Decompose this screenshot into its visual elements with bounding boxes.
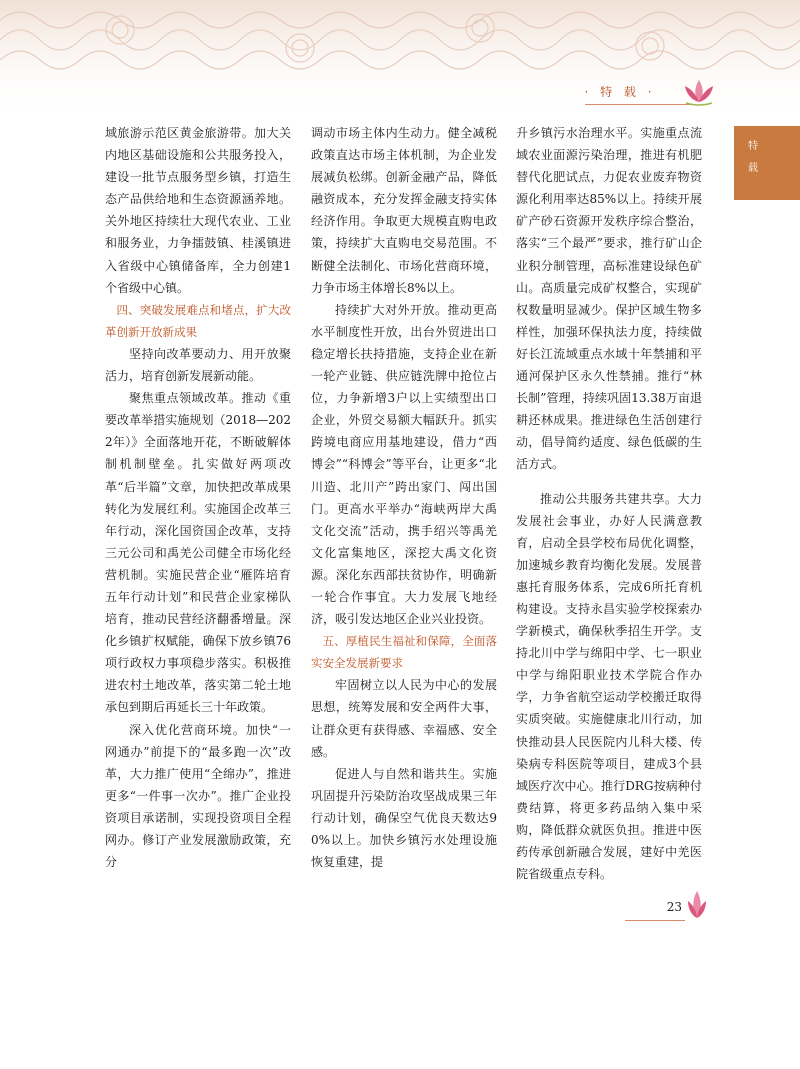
- page-number: 23: [666, 900, 682, 914]
- section-heading: 五、厚植民生福祉和保障，全面落实安全发展新要求: [311, 634, 497, 671]
- text-column-3: [516, 122, 702, 885]
- header-pattern: [0, 0, 800, 120]
- side-tab-label: 特载: [748, 141, 758, 174]
- text-column-2: [311, 122, 497, 873]
- cloud-pattern-icon: [0, 0, 800, 120]
- header-divider: [585, 104, 695, 105]
- paragraph: 牢固树立以人民为中心的发展思想，统筹发展和安全两件大事，让群众更有获得感、幸福感、安全感。: [311, 678, 497, 759]
- paragraph: 深入优化营商环境。加快“一网通办”前提下的“最多跑一次”改革，大力推广使用“全绵办”，推进更多“一件事一次办”。推广企业投资项目承诺制，实现投资项目全程网办。修订产业发展激励政策，充分: [105, 722, 291, 870]
- text-column-1: [105, 122, 291, 873]
- paragraph: 持续扩大对外开放。推动更高水平制度性开放，出台外贸进出口稳定增长扶持措施，支持企业在新一轮产业链、供应链洗牌中抢位占位，力争新增3户以上实绩型出口企业，外贸交易额大幅跃升。抓实跨境电商应用基地建设，借力“西博会”“科博会”等平台，让更多“北川造、北川产”跨出家门、闯出国门。更高水平举办“海峡两岸大禹文化交流”活动，携手绍兴等禹羌文化富集地区，深挖大禹文化资源。深化东西部扶贫协作，明确新一轮合作事宜。大力发展飞地经济，吸引发达地区企业兴业投资。: [311, 302, 497, 627]
- lotus-icon: [686, 888, 708, 922]
- side-tab: [734, 126, 800, 200]
- lotus-icon: [682, 76, 716, 106]
- paragraph: 推动公共服务共建共享。大力发展社会事业，办好人民满意教育，启动全县学校布局优化调整，加速城乡教育均衡化发展。发展普惠托育服务体系，完成6所托育机构建设。支持永昌实验学校探索办学新模式，确保秋季招生开学。支持北川中学与绵阳中学、七一职业中学与绵阳职业技术学院合作办学，力争省航空运动学校搬迁取得实质突破。实施健康北川行动，加快推动县人民医院内儿科大楼、传染病专科医院等项目，建成3个县域医疗次中心。推行DRG按病种付费结算，将更多药品纳入集中采购，降低群众就医负担。推进中医药传承创新融合发展，建好中羌医院省级重点专科。: [516, 491, 702, 882]
- section-label: · 特 载 ·: [584, 85, 656, 99]
- paragraph: 域旅游示范区黄金旅游带。加大关内地区基础设施和公共服务投入，建设一批节点服务型乡镇，打造生态产品供给地和生态资源涵养地。关外地区持续壮大现代农业、工业和服务业，力争擂鼓镇、桂溪镇进入省级中心镇储备库，全力创建1个省级中心镇。: [105, 126, 291, 295]
- paragraph: 促进人与自然和谐共生。实施巩固提升污染防治攻坚战成果三年行动计划，确保空气优良天数达90%以上。加快乡镇污水处理设施恢复重建，提: [311, 766, 497, 870]
- paragraph: 聚焦重点领域改革。推动《重要改革举措实施规划（2018—2022年）》全面落地开花，不断破解体制机制壁垒。扎实做好两项改革“后半篇”文章，加快把改革成果转化为发展红利。实施国企改革三年行动，深化国资国企改革，支持三元公司和禹羌公司健全市场化经营机制。实施民营企业“雁阵培育五年行动计划”和民营企业家梯队培育，推动民营经济翻番增量。深化乡镇扩权赋能，确保下放乡镇76项行政权力事项稳步落实。积极推进农村土地改革，落实第二轮土地承包到期后再延长三十年政策。: [105, 391, 291, 715]
- footer-divider: [625, 920, 685, 921]
- paragraph: 调动市场主体内生动力。健全减税政策直达市场主体机制，为企业发展减负松绑。创新金融产品，降低融资成本，充分发挥金融支持实体经济作用。争取更大规模直购电政策，持续扩大直购电交易范围。不断健全法制化、市场化营商环境，力争市场主体增长8%以上。: [311, 126, 497, 295]
- paragraph: 坚持向改革要动力、用开放聚活力，培育创新发展新动能。: [105, 346, 291, 384]
- section-heading: 四、突破发展难点和堵点，扩大改革创新开放新成果: [105, 302, 291, 339]
- paragraph: 升乡镇污水治理水平。实施重点流域农业面源污染治理，推进有机肥替代化肥试点，力促农业废弃物资源化利用率达85%以上。持续开展矿产砂石资源开发秩序综合整治，落实“三个最严”要求，推行矿山企业积分制管理，高标准建设绿色矿山。高质量完成矿权整合，实现矿权数量明显减少。保护区域生物多样性，加强环保执法力度，持续做好长江流域重点水域十年禁捕和平通河保护区永久性禁捕。推行“林长制”管理，持续巩固13.38万亩退耕还林成果。推进绿色生活创建行动，倡导简约适度、绿色低碳的生活方式。: [516, 126, 702, 472]
